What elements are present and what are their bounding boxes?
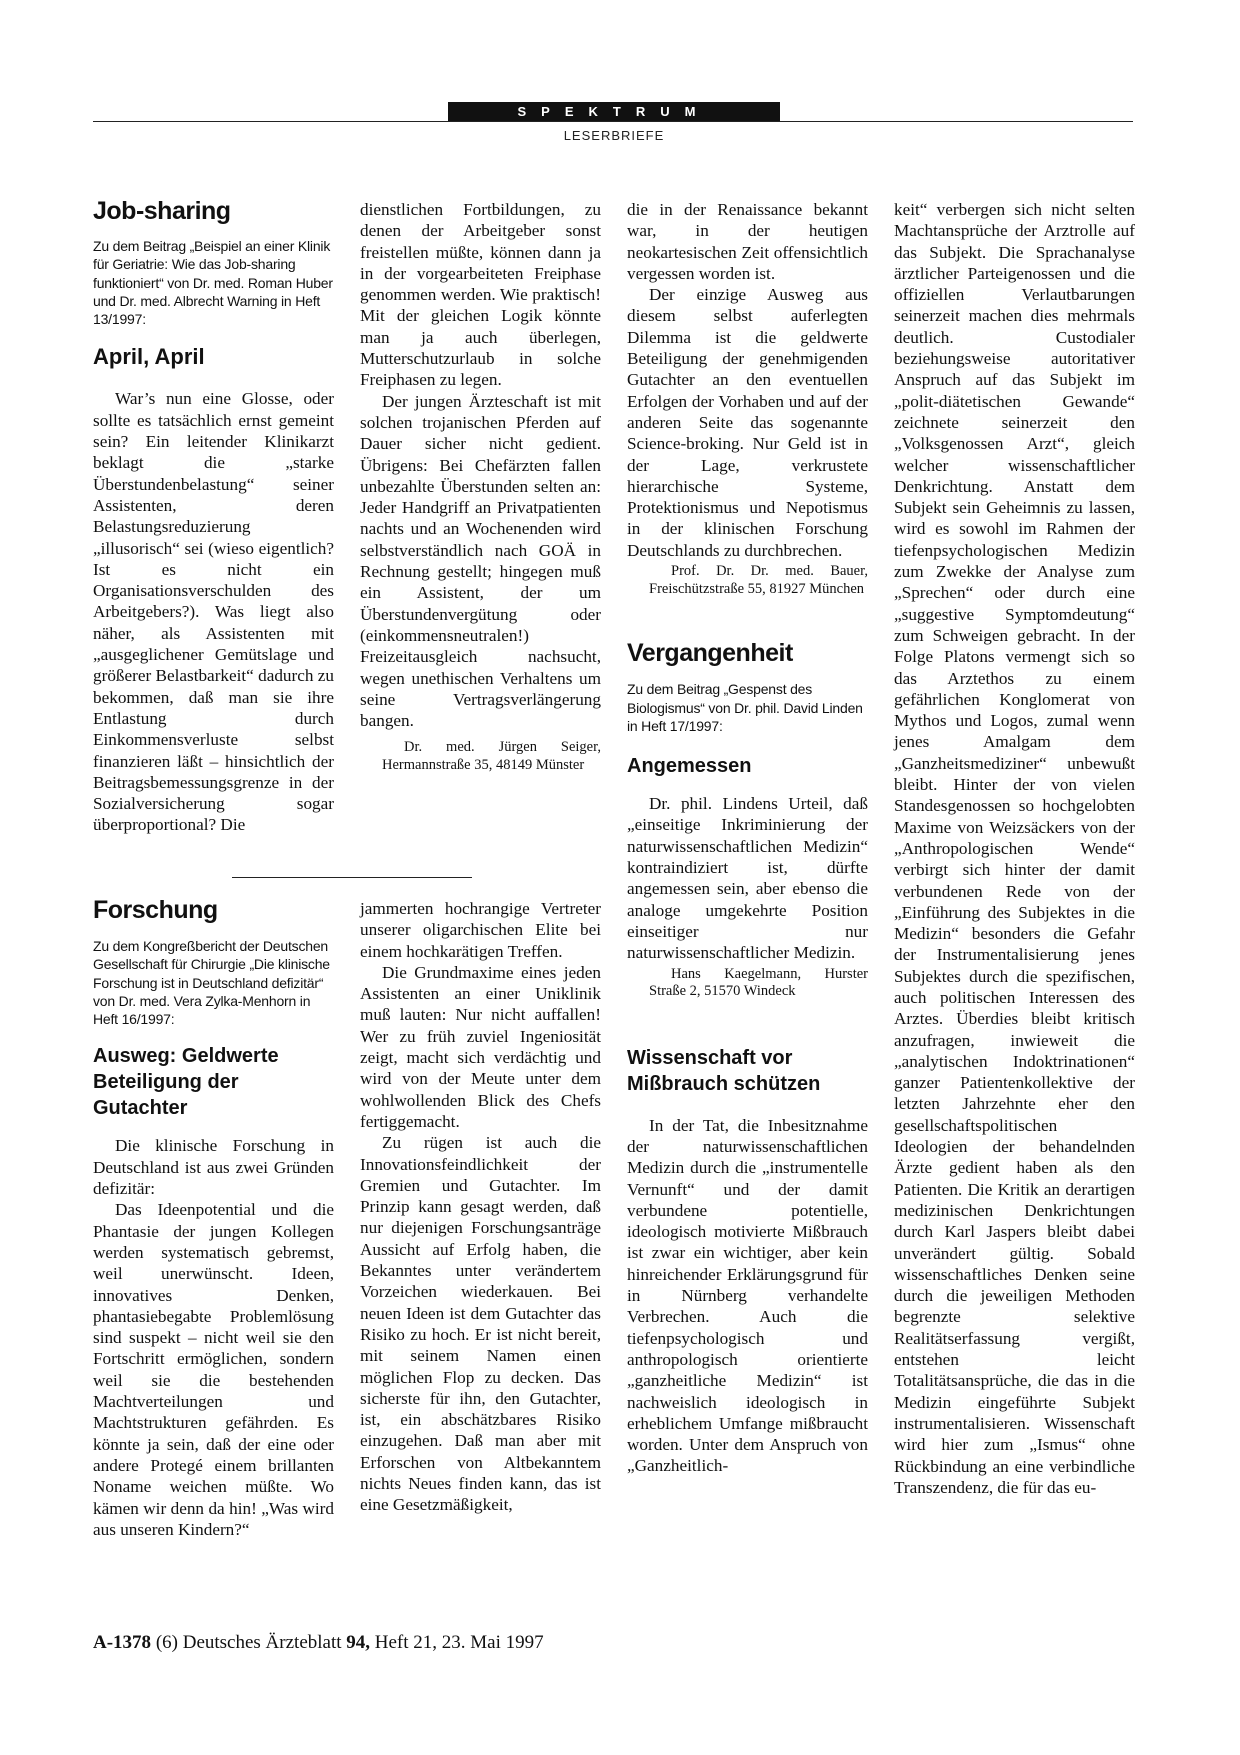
column-4 bbox=[894, 199, 1135, 1498]
letter-text: Dr. phil. Lindens Urteil, daß „einseitige Inkriminierung der naturwissenschaftlichen Medizin“ kontraindiziert ist, dürfte angemessen sein, aber ebenso die analoge umgekehrte Position einseitiger nur naturwissenschaftlicher Medizin. bbox=[627, 794, 868, 963]
letter-text: Der jungen Ärzteschaft ist mit solchen trojanischen Pferden auf Dauer sicher nicht gedient. Übrigens: Bei Chefärzten fallen unbezahlte Überstunden selten an: Jeder Handgriff an Privatpatienten nachts und an Wochenenden wird selbstverständlich nach GOÄ in Rechnung gestellt; hingegen muß ein Assistent, der um Überstundenvergütung oder (einkommensneutralen!) Freizeitausgleich nachsucht, wegen unethischen Verhaltens um seine Vertragsverlängerung bangen. bbox=[360, 391, 601, 731]
letter-text: Das Ideenpotential und die Phantasie der jungen Kollegen werden systematisch gebremst, weil unerwünscht. Ideen, innovatives Denken, phantasiebegabte Problemlösung sind suspekt – nicht weil sie den Fortschritt ermöglichen, sondern weil sie die bestehenden Machtverteilungen und Machtstrukturen gefährden. Es könnte ja sein, daß der eine oder andere Protegé einem brillanten Noname weichen müßte. Wo kämen wir denn da hin! „Was wird aus unseren Kindern?“ bbox=[93, 1200, 334, 1539]
letter-text: In der Tat, die Inbesitznahme der naturwissenschaftlichen Medizin durch die „instrumentelle Vernunft“ und der damit verbundene potentielle, ideologisch motivierte Mißbrauch ist zwar ein wichtiger, aber kein hinreichender Erklärungsgrund für in Nürnberg verhandelte Verbrechen. Auch die tiefenpsychologisch und anthropologisch orientierte „ganzheitliche Medizin“ ist nachweislich ideologisch in erheblichem Umfange mißbraucht worden. Unter dem Anspruch von „Ganzheitlich- bbox=[627, 1115, 868, 1476]
article-title-forschung: Forschung bbox=[93, 896, 218, 924]
article-title-vergangenheit: Vergangenheit bbox=[627, 639, 793, 668]
header-rule bbox=[93, 121, 1133, 122]
letter-text: Die Grundmaxime eines jeden Assistenten an einer Uniklinik muß lauten: Nur nicht auffallen! Wer zu früh zuviel Ingeniosität zeigt, macht sich verdächtig und wird von der Meute unter dem wohlwollenden Blick des Chefs fertiggemacht. bbox=[360, 962, 601, 1131]
letter-title-angemessen: Angemessen bbox=[627, 755, 752, 778]
column-2-top bbox=[360, 199, 601, 775]
page-footer bbox=[93, 1632, 544, 1654]
page-number: A-1378 bbox=[93, 1632, 152, 1653]
column-3 bbox=[627, 199, 868, 1477]
letter-signature: Dr. med. Jürgen Seiger, Hermannstraße 35, 48149 Münster bbox=[382, 739, 601, 774]
letter-text: jammerten hochrangige Vertreter unserer oligarchischen Elite bei einem hochkarätigen Treffen. bbox=[360, 899, 601, 961]
letter-text: Die klinische Forschung in Deutschland ist aus zwei Gründen defizitär: bbox=[93, 1136, 334, 1199]
letter-title-wissenschaft: Wissenschaft vor Mißbrauch schützen bbox=[627, 1046, 821, 1095]
letter-text: Der einzige Ausweg aus diesem selbst auferlegten Dilemma ist die geldwerte Beteiligung der genehmigenden Gutachter an den eventuellen Erfolgen der Vorhaben und auf der anderen Seite das sogenannte Science-broking. Nur Geld ist in der Lage, verkrustete hierarchische Systeme, Protektionismus und Nepotismus in der klinischen Forschung Deutschlands zu durchbrechen. bbox=[627, 285, 868, 560]
article-intro-forschung: Zu dem Kongreßbericht der Deutschen Gesellschaft für Chirurgie „Die klinische Forschung ist in Deutschland defizitär“ von Dr. med. Vera Zylka-Menhorn in Heft 16/1997: bbox=[93, 938, 330, 1028]
journal-issue-date: Heft 21, 23. Mai 1997 bbox=[374, 1632, 544, 1653]
column-2-bottom bbox=[360, 898, 601, 1516]
section-header-bar bbox=[448, 102, 780, 122]
letter-signature: Prof. Dr. Dr. med. Bauer, Freischützstraße 55, 81927 München bbox=[649, 563, 868, 597]
article-title-job-sharing: Job-sharing bbox=[93, 197, 231, 225]
letter-text: Zu rügen ist auch die Innovationsfeindlichkeit der Gremien und Gutachter. Im Prinzip kann gesagt werden, daß nur diejenigen Forschungsanträge Aussicht auf Erfolg haben, die Bekanntes unter verändertem Vorzeichen wiederkauen. Bei neuen Ideen ist dem Gutachter das Risiko zu hoch. Er ist nicht bereit, mit seinem Namen einen möglichen Flop zu decken. Das sicherste für ihn, den Gutachter, ist, ein abschätzbares Risiko einzugehen. Daß man aber mit Erforschen von Altbekanntem nichts Neues finden kann, das ist eine Gesetzmäßigkeit, bbox=[360, 1133, 601, 1515]
letter-text: dienstlichen Fortbildungen, zu denen der Arbeitgeber sonst freistellen müßte, können dann ja in der vorgearbeiteten Freiphase genommen werden. Wie praktisch! Mit der gleichen Logik könnte man ja auch überlegen, Mutterschutzurlaub in solche Freiphasen zu legen. bbox=[360, 200, 601, 390]
subsection-title: LESERBRIEFE bbox=[563, 128, 665, 143]
letter-text: War’s nun eine Glosse, oder sollte es tatsächlich ernst gemeint sein? Ein leitender Klinikarzt beklagt die „starke Überstundenbelastung“ seiner Assistenten, deren Belastungsreduzierung „illusorisch“ sei (wieso eigentlich? Ist es nicht ein Organisationsverschulden des Arbeitgebers?). Was liegt also näher, als Assistenten mit „ausgeglichener Gemütslage und größerer Belastbarkeit“ dadurch zu bekommen, daß man sie ihre Entlastung durch Einkommensverluste selbst finanzieren läßt – hinsichtlich der Beitragsbemessungsgrenze in der Sozialversicherung sogar überproportional? Die bbox=[93, 389, 334, 835]
letter-signature: Hans Kaegelmann, Hurster Straße 2, 51570 Windeck bbox=[649, 965, 868, 1000]
column-1-top bbox=[93, 196, 334, 836]
article-intro-job-sharing: Zu dem Beitrag „Beispiel an einer Klinik für Geriatrie: Wie das Job-sharing funktioniert“ von Dr. med. Roman Huber und Dr. med. Albrecht Warning in Heft 13/1997: bbox=[93, 238, 333, 328]
section-title: SPEKTRUM bbox=[517, 104, 711, 119]
journal-volume: 94, bbox=[346, 1632, 371, 1653]
journal-citation: (6) Deutsches Ärzteblatt bbox=[155, 1632, 342, 1653]
letter-title-april-april: April, April bbox=[93, 344, 205, 370]
article-intro-vergangenheit: Zu dem Beitrag „Gespenst des Biologismus“ von Dr. phil. David Linden in Heft 17/1997: bbox=[627, 681, 863, 734]
column-1-bottom bbox=[93, 895, 334, 1540]
letter-text: die in der Renaissance bekannt war, in der heutigen neokartesischen Zeit offensichtlich vergessen worden ist. bbox=[627, 200, 868, 283]
section-divider bbox=[232, 877, 472, 878]
letter-text: keit“ verbergen sich nicht selten Machtansprüche der Arztrolle auf das Subjekt. Die Sprachanalyse ärztlicher Parteigenossen und die offiziellen Verlautbarungen seinerzeit machen dies mehrmals deutlich. Custodialer beziehungsweise autoritativer Anspruch auf das Subjekt im „polit-diätetischen Gewande“ zeichnete seinerzeit den „Volksgenossen Arzt“, gleich welcher wissenschaftlicher Denkrichtung. Anstatt dem Subjekt sein Geheimnis zu lassen, wird es sowohl im Rahmen der tiefenpsychologischen Medizin zum Zwekke der Analyse zum „Sprechen“ oder durch eine „suggestive Symptomdeutung“ zum Schweigen gebracht. In der Folge Platons vermengt sich so das Arztethos zu einem gefährlichen Konglomerat von Mythos und Logos, zumal wenn jenes Amalgam dem „Ganzheitsmediziner“ unbewußt bleibt. Hinter der von vielen Standesgenossen so hochgelobten Maxime von Weizsäckers von der „Anthropologischen Wende“ verbirgt sich hinter der damit verbundenen Rede von der „Einführung des Subjektes in die Medizin“ besonders die Gefahr der Instrumentalisierung jenes Subjektes durch die spezifischen, auch politischen Interessen des Arztes. Überdies bleibt kritisch anzufragen, inwieweit die „analytischen Indoktrinationen“ ganzer Patientenkollektive der letzten Jahrzehnte eher den gesellschaftspolitischen Ideologien der behandelnden Ärzte gedient haben als den Patienten. Die Kritik an derartigen medizinischen Denkrichtungen durch Karl Jaspers bleibt dabei unverändert gültig. Sobald wissenschaftliches Denken seine durch die jeweiligen Methoden begrenzte selektive Realitätserfassung vergißt, entstehen leicht Totalitätsansprüche, die das in die Medizin eingeführte Subjekt instrumentalisieren. Wissenschaft wird hier zum „Ismus“ ohne Rückbindung an eine verbindliche Transzendenz, die für das eu- bbox=[894, 200, 1135, 1497]
letter-title-ausweg: Ausweg: Geldwerte Beteiligung der Gutachter bbox=[93, 1045, 279, 1120]
